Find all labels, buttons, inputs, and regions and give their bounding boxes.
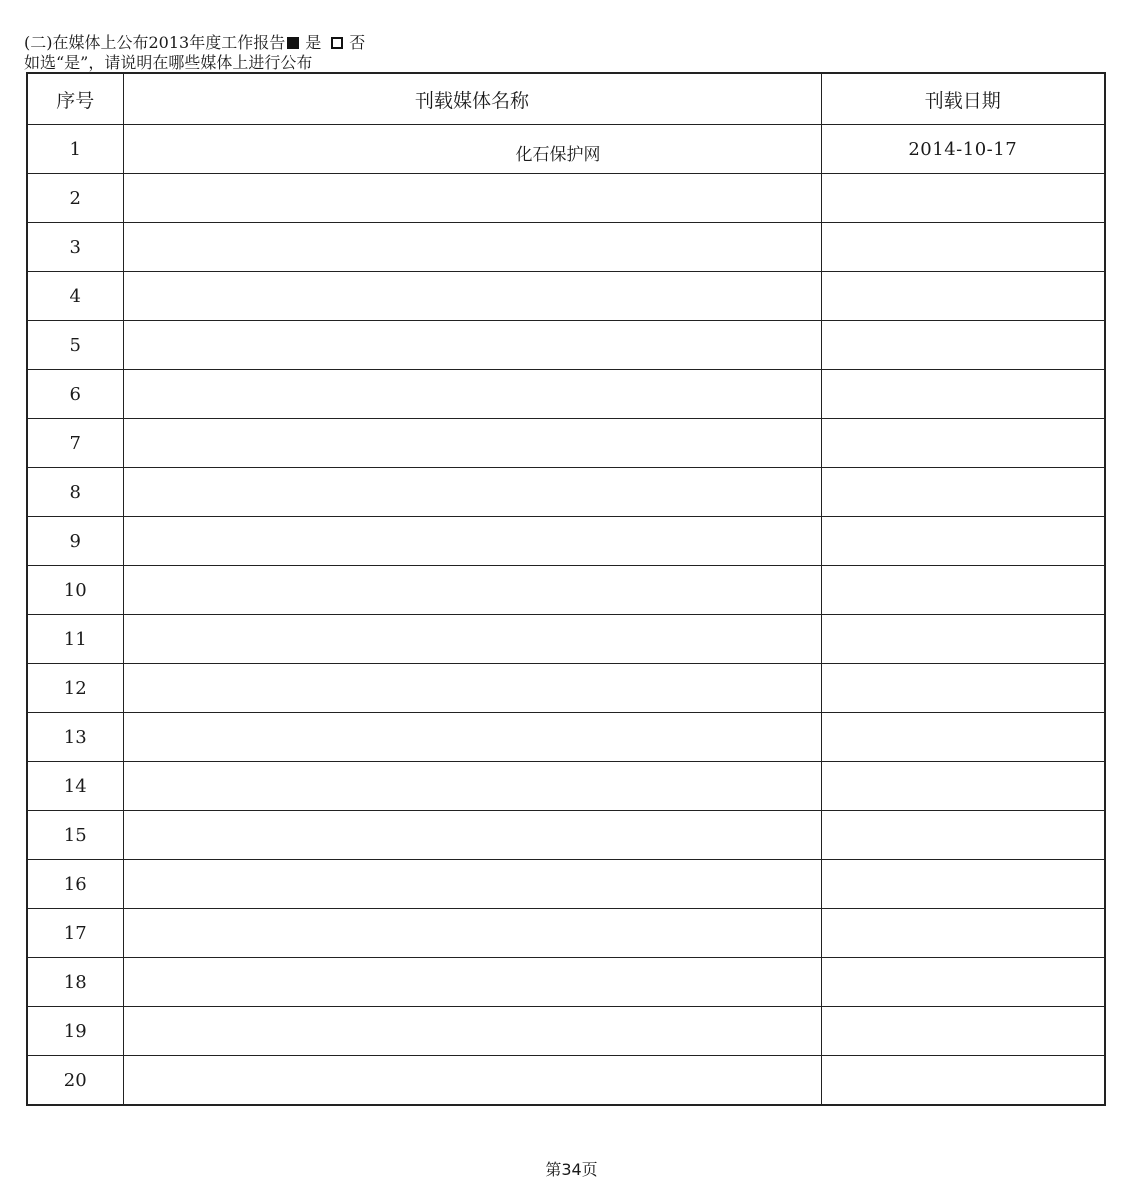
page-number: 第34页 — [545, 1160, 598, 1179]
row-media-name-cell[interactable] — [123, 1007, 821, 1056]
row-seq-cell: 2 — [27, 174, 123, 223]
row-seq-cell: 16 — [27, 860, 123, 909]
row-media-name-cell[interactable] — [123, 566, 821, 615]
row-seq-cell: 10 — [27, 566, 123, 615]
table-row — [27, 517, 1105, 566]
row-date-cell[interactable] — [821, 517, 1105, 566]
row-seq-cell: 3 — [27, 223, 123, 272]
row-date-cell[interactable] — [821, 174, 1105, 223]
row-seq-cell: 12 — [27, 664, 123, 713]
row-media-name-cell[interactable] — [123, 615, 821, 664]
table-row — [27, 762, 1105, 811]
row-media-name-cell[interactable] — [123, 125, 821, 174]
row-seq-cell: 7 — [27, 419, 123, 468]
row-seq-cell: 8 — [27, 468, 123, 517]
no-option-label: 否 — [349, 33, 366, 52]
row-date-cell[interactable] — [821, 1056, 1105, 1106]
row-seq-cell: 4 — [27, 272, 123, 321]
table-row — [27, 664, 1105, 713]
row-media-name-cell[interactable] — [123, 223, 821, 272]
table-row — [27, 1056, 1105, 1106]
media-instruction: 如选“是”，请说明在哪些媒体上进行公布 — [24, 53, 313, 72]
row-seq-cell: 6 — [27, 370, 123, 419]
row-date-cell[interactable] — [821, 909, 1105, 958]
table-row — [27, 419, 1105, 468]
row-media-name-cell[interactable] — [123, 517, 821, 566]
row-media-name-cell[interactable] — [123, 713, 821, 762]
row-seq-cell: 5 — [27, 321, 123, 370]
col-header-media-name: 刊载媒体名称 — [123, 73, 821, 125]
row-seq-cell: 17 — [27, 909, 123, 958]
row-date-cell[interactable]: 2014-10-17 — [821, 125, 1105, 174]
row-seq-cell: 18 — [27, 958, 123, 1007]
table-row — [27, 860, 1105, 909]
row-media-name-text: 化石保护网 — [515, 144, 601, 165]
row-date-cell[interactable] — [821, 566, 1105, 615]
table-row — [27, 909, 1105, 958]
row-date-cell[interactable] — [821, 223, 1105, 272]
row-date-cell[interactable] — [821, 713, 1105, 762]
table-header-row — [27, 73, 1105, 125]
row-date-cell[interactable] — [821, 370, 1105, 419]
row-date-cell[interactable] — [821, 419, 1105, 468]
row-date-cell[interactable] — [821, 321, 1105, 370]
table-row — [27, 1007, 1105, 1056]
table-row — [27, 811, 1105, 860]
row-seq-cell: 19 — [27, 1007, 123, 1056]
yes-checkbox-checked[interactable] — [287, 37, 299, 49]
row-date-cell[interactable] — [821, 272, 1105, 321]
col-header-date: 刊载日期 — [821, 73, 1105, 125]
table-row — [27, 272, 1105, 321]
row-media-name-cell[interactable] — [123, 762, 821, 811]
row-media-name-cell[interactable] — [123, 811, 821, 860]
row-media-name-cell[interactable] — [123, 468, 821, 517]
table-row — [27, 125, 1105, 174]
table-row — [27, 370, 1105, 419]
row-seq-cell: 14 — [27, 762, 123, 811]
no-checkbox-unchecked[interactable] — [331, 37, 343, 49]
table-row — [27, 468, 1105, 517]
row-date-cell[interactable] — [821, 762, 1105, 811]
row-date-cell[interactable] — [821, 811, 1105, 860]
row-media-name-cell[interactable] — [123, 958, 821, 1007]
row-date-cell[interactable] — [821, 615, 1105, 664]
col-header-seq: 序号 — [27, 73, 123, 125]
row-date-cell[interactable] — [821, 1007, 1105, 1056]
table-body — [27, 125, 1105, 1106]
row-media-name-cell[interactable] — [123, 860, 821, 909]
row-seq-cell: 11 — [27, 615, 123, 664]
table-row — [27, 321, 1105, 370]
table-row — [27, 713, 1105, 762]
publish-question-text: (二)在媒体上公布2013年度工作报告 — [24, 33, 286, 52]
row-date-cell[interactable] — [821, 664, 1105, 713]
row-seq-cell: 13 — [27, 713, 123, 762]
row-seq-cell: 15 — [27, 811, 123, 860]
row-media-name-cell[interactable] — [123, 664, 821, 713]
row-seq-cell: 20 — [27, 1056, 123, 1106]
row-date-cell[interactable] — [821, 860, 1105, 909]
row-media-name-cell[interactable] — [123, 370, 821, 419]
media-table — [26, 72, 1106, 1106]
row-seq-cell: 9 — [27, 517, 123, 566]
row-media-name-cell[interactable] — [123, 419, 821, 468]
table-row — [27, 958, 1105, 1007]
publish-question — [24, 34, 365, 52]
table-row — [27, 174, 1105, 223]
row-media-name-cell[interactable] — [123, 272, 821, 321]
table-row — [27, 223, 1105, 272]
yes-option-label: 是 — [305, 33, 322, 52]
table-row — [27, 615, 1105, 664]
row-date-cell[interactable] — [821, 468, 1105, 517]
row-media-name-cell[interactable] — [123, 321, 821, 370]
row-date-cell[interactable] — [821, 958, 1105, 1007]
table-row — [27, 566, 1105, 615]
row-media-name-cell[interactable] — [123, 909, 821, 958]
row-media-name-cell[interactable] — [123, 1056, 821, 1106]
row-seq-cell: 1 — [27, 125, 123, 174]
row-media-name-cell[interactable] — [123, 174, 821, 223]
